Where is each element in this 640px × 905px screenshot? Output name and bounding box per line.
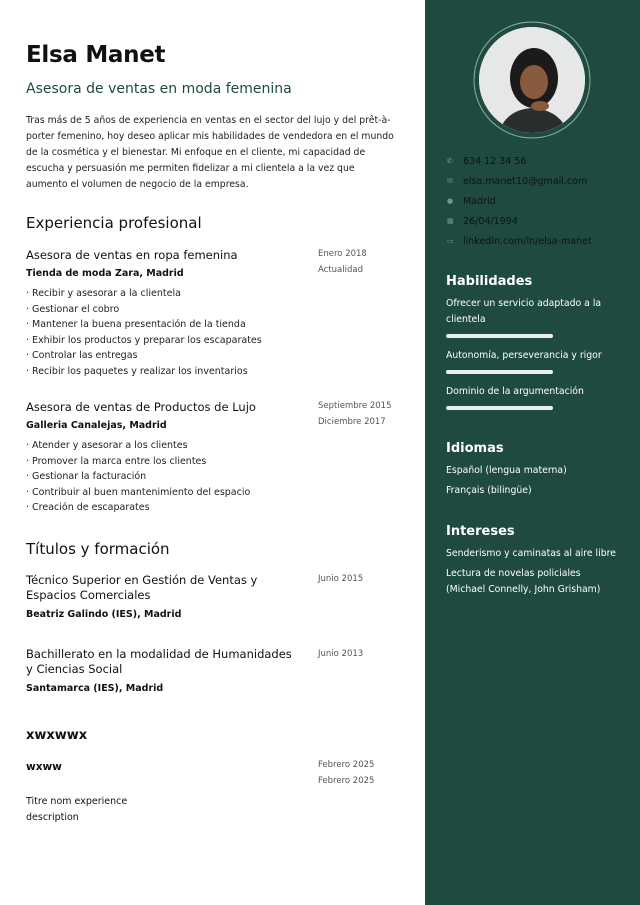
custom-line: Titre nom experience	[26, 796, 128, 807]
custom-dates	[318, 757, 374, 789]
job-title: Asesora de ventas en ropa femenina	[26, 248, 238, 262]
skill-level-bar	[446, 370, 553, 374]
phone: 634 12 34 56	[463, 156, 527, 167]
start-date: Febrero 2025	[318, 760, 375, 770]
phone-icon: ✆	[447, 157, 453, 165]
email-icon: ✉	[447, 177, 453, 185]
task: · Mantener la buena presentación de la tienda	[26, 317, 262, 333]
custom-line: description	[26, 812, 79, 823]
summary: Tras más de 5 años de experiencia en ventas en el sector del lujo y del prêt-à-porter femenino, hoy deseo aplicar mis habilidades de vendedora en el mundo de la cosmética y el bienestar. Mi enfoque en el cliente, mi capacidad de escucha y persuasión me permiten fidelizar a mi clientela a la vez que aumento el volumen de negocio de la empresa.	[26, 115, 394, 190]
degree-title: Técnico Superior en Gestión de Ventas y Espacios Comerciales	[26, 573, 258, 602]
custom-item-title: wxww	[26, 761, 62, 773]
contact-linkedin[interactable]	[447, 236, 592, 247]
city: Madrid	[463, 196, 496, 207]
language: Español (lengua materna)	[446, 465, 567, 476]
task: · Contribuir al buen mantenimiento del espacio	[26, 485, 250, 501]
task: · Gestionar la facturación	[26, 469, 250, 485]
contact-city	[447, 196, 496, 207]
skill-label: Autonomía, perseverancia y rigor	[446, 350, 602, 361]
job-dates	[318, 246, 367, 278]
school: Santamarca (IES), Madrid	[26, 683, 164, 694]
end-date: Diciembre 2017	[318, 417, 386, 427]
contact-email[interactable]	[447, 176, 587, 187]
skill-level-bar	[446, 406, 553, 410]
profile-photo	[472, 20, 592, 140]
job-title: Asesora de ventas de Productos de Lujo	[26, 400, 256, 414]
task: · Creación de escaparates	[26, 500, 250, 516]
skill-level-bar	[446, 334, 553, 338]
job-dates	[318, 398, 392, 430]
education-heading: Títulos y formación	[26, 540, 170, 558]
degree-date: Junio 2013	[318, 649, 364, 659]
calendar-icon: ▦	[447, 217, 454, 225]
end-date: Actualidad	[318, 265, 363, 275]
interest: Senderismo y caminatas al aire libre	[446, 548, 616, 559]
job-company: Tienda de moda Zara, Madrid	[26, 268, 184, 279]
linkedin-icon: ▭	[447, 237, 454, 245]
start-date: Enero 2018	[318, 249, 367, 259]
task: · Recibir y asesorar a la clientela	[26, 286, 262, 302]
task: · Gestionar el cobro	[26, 302, 262, 318]
task: · Exhibir los productos y preparar los escaparates	[26, 333, 262, 349]
task: · Atender y asesorar a los clientes	[26, 438, 250, 454]
custom-heading: xwxwwx	[26, 728, 88, 743]
candidate-name: Elsa Manet	[26, 42, 166, 68]
task: · Controlar las entregas	[26, 348, 262, 364]
headline: Asesora de ventas en moda femenina	[26, 81, 292, 97]
languages-heading: Idiomas	[446, 441, 504, 456]
end-date: Febrero 2025	[318, 776, 375, 786]
school: Beatriz Galindo (IES), Madrid	[26, 609, 182, 620]
custom-description	[26, 794, 127, 826]
degree-title: Bachillerato en la modalidad de Humanidades y Ciencias Social	[26, 647, 292, 676]
location-pin-icon: ●	[447, 197, 454, 205]
task: · Recibir los paquetes y realizar los inventarios	[26, 364, 262, 380]
birthdate: 26/04/1994	[463, 216, 518, 227]
job-tasks	[26, 286, 262, 379]
skill-label: Ofrecer un servicio adaptado a la clientela	[446, 298, 602, 325]
language: Français (bilingüe)	[446, 485, 532, 496]
skill-label: Dominio de la argumentación	[446, 386, 584, 397]
skills-heading: Habilidades	[446, 274, 533, 289]
contact-phone	[447, 156, 526, 167]
start-date: Septiembre 2015	[318, 401, 392, 411]
interests-heading: Intereses	[446, 524, 515, 539]
email[interactable]: elsa.manet10@gmail.com	[463, 176, 588, 187]
linkedin[interactable]: linkedin.com/in/elsa-manet	[463, 236, 592, 247]
contact-birthdate	[447, 216, 518, 227]
experience-heading: Experiencia profesional	[26, 214, 202, 232]
task: · Promover la marca entre los clientes	[26, 454, 250, 470]
degree-date: Junio 2015	[318, 574, 364, 584]
job-tasks	[26, 438, 250, 516]
job-company: Galleria Canalejas, Madrid	[26, 420, 167, 431]
interest: Lectura de novelas policiales (Michael Connelly, John Grisham)	[446, 568, 601, 595]
